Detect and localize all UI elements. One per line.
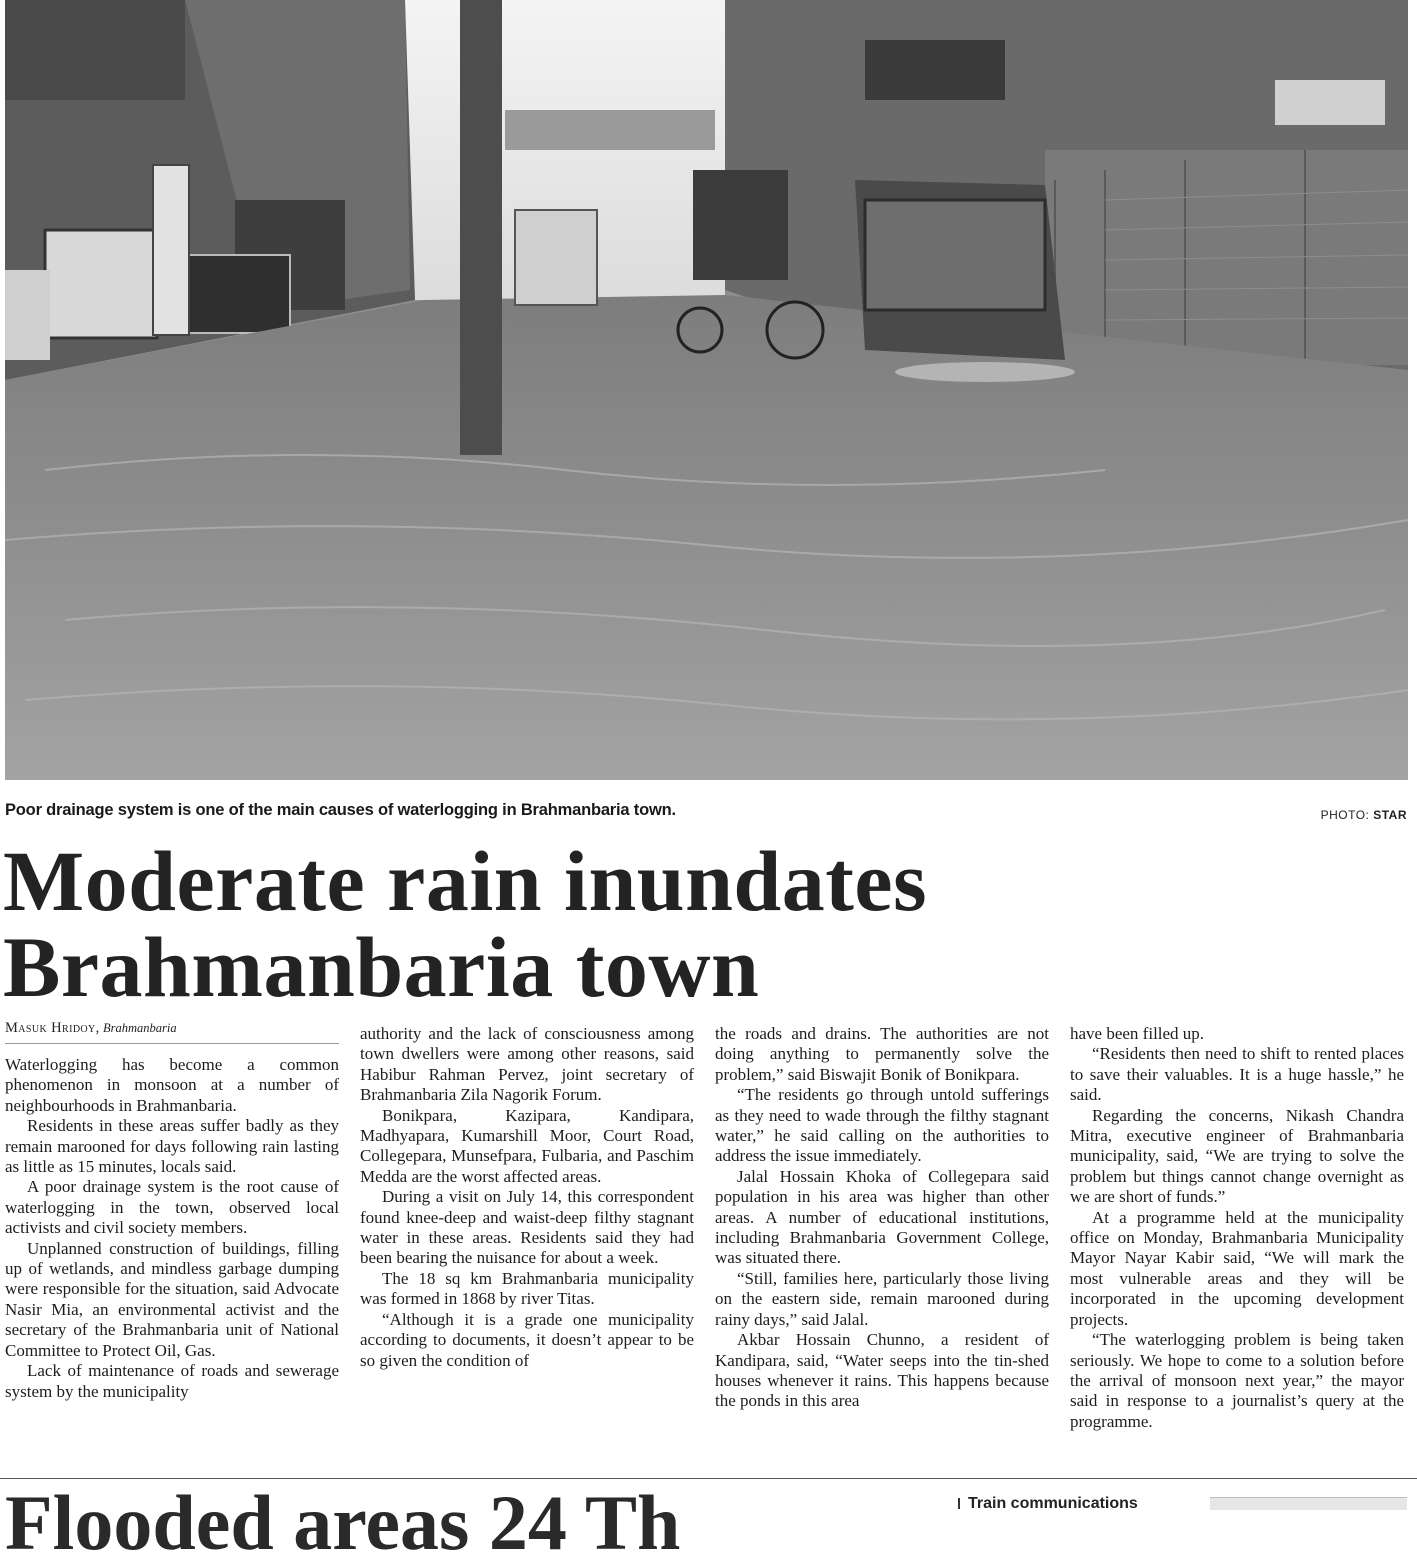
- paragraph: The 18 sq km Brahmanbaria municipality was formed in 1868 by river Titas.: [360, 1268, 694, 1309]
- photo-credit: PHOTO: STAR: [1320, 808, 1407, 822]
- paragraph: Residents in these areas suffer badly as they remain marooned for days following rain lasting as little as 15 minutes, locals said.: [5, 1116, 339, 1177]
- paragraph: Unplanned construction of buildings, filling up of wetlands, and mindless garbage dumping were responsible for the situation, said Advocate Nasir Mia, an environmental activist and the secretary of the Brahmanbaria unit of National Committee to Protect Oil, Gas.: [5, 1238, 339, 1360]
- article-headline: [3, 833, 1403, 1015]
- paragraph: Jalal Hossain Khoka of Collegepara said population in his area was higher than other areas. A number of educational institutions, including Brahmanbaria Government College, was situated there.: [715, 1166, 1049, 1268]
- paragraph: “The waterlogging problem is being taken seriously. We hope to come to a solution before the arrival of monsoon next year,” the mayor said in response to a journalist’s query at the programme.: [1070, 1330, 1404, 1431]
- photo-credit-source: STAR: [1373, 808, 1407, 822]
- sidebar-title: Train communications: [968, 1495, 1138, 1512]
- article-column-4: [1070, 1024, 1404, 1432]
- news-photo: [5, 0, 1408, 780]
- paragraph: “The residents go through untold sufferings as they need to wade through the filthy stagnant water,” he said calling on the authorities to address the issue immediately.: [715, 1085, 1049, 1166]
- paragraph: Lack of maintenance of roads and sewerage system by the municipality: [5, 1361, 339, 1401]
- paragraph: Bonikpara, Kazipara, Kandipara, Madhyapara, Kumarshill Moor, Court Road, Collegepara, Munsefpara, Fulbaria, and Paschim Medda are the worst affected areas.: [360, 1105, 694, 1186]
- paragraph: A poor drainage system is the root cause of waterlogging in the town, observed local activists and civil society members.: [5, 1177, 339, 1238]
- byline-author: Masuk Hridoy,: [5, 1020, 100, 1036]
- sidebar-accent-bar: [958, 1498, 960, 1509]
- paragraph: “Residents then need to shift to rented places to save their valuables. It is a huge hassle,” he said.: [1070, 1044, 1404, 1105]
- photo-caption: Poor drainage system is one of the main causes of waterlogging in Brahmanbaria town.: [5, 801, 676, 819]
- paragraph: “Still, families here, particularly those living on the eastern side, remain marooned during rainy days,” said Jalal.: [715, 1268, 1049, 1329]
- paragraph: During a visit on July 14, this correspondent found knee-deep and waist-deep filthy stagnant water in these areas. Residents said they had been bearing the nuisance for about a week.: [360, 1187, 694, 1268]
- paragraph: have been filled up.: [1070, 1024, 1205, 1043]
- paragraph: Waterlogging has become a common phenomenon in monsoon at a number of neighbourhoods in Brahmanbaria.: [5, 1055, 339, 1115]
- article-column-3: [715, 1024, 1049, 1412]
- sidebar-box: [1210, 1497, 1407, 1510]
- headline-line-2: Brahmanbaria town: [3, 919, 760, 1015]
- headline-line-1: Moderate rain inundates: [3, 833, 928, 929]
- article-column-2: [360, 1024, 694, 1371]
- byline: [5, 1020, 339, 1044]
- paragraph: Akbar Hossain Chunno, a resident of Kandipara, said, “Water seeps into the tin-shed houses whenever it rains. This happens because the ponds in this area: [715, 1330, 1049, 1411]
- paragraph: Regarding the concerns, Nikash Chandra Mitra, executive engineer of Brahmanbaria municipality, said, “We are trying to solve the problem but things cannot change overnight as we are short of funds.”: [1070, 1105, 1404, 1207]
- paragraph: authority and the lack of consciousness among town dwellers were among other reasons, said Habibur Rahman Pervez, joint secretary of Brahmanbaria Zila Nagorik Forum.: [360, 1024, 694, 1105]
- byline-place: Brahmanbaria: [102, 1021, 177, 1035]
- paragraph: “Although it is a grade one municipality according to documents, it doesn’t appear to be so given the condition of: [360, 1309, 694, 1370]
- paragraph: At a programme held at the municipality office on Monday, Brahmanbaria Municipality Mayor Nayar Kabir said, “We will mark the most vulnerable areas and they will be incorporated in the upcoming development projects.: [1070, 1207, 1404, 1329]
- article-column-1: [5, 1055, 339, 1402]
- paragraph: the roads and drains. The authorities are not doing anything to permanently solve the problem,” said Biswajit Bonik of Bonikpara.: [715, 1024, 1049, 1084]
- next-article-headline: Flooded areas 24 Th: [5, 1479, 681, 1566]
